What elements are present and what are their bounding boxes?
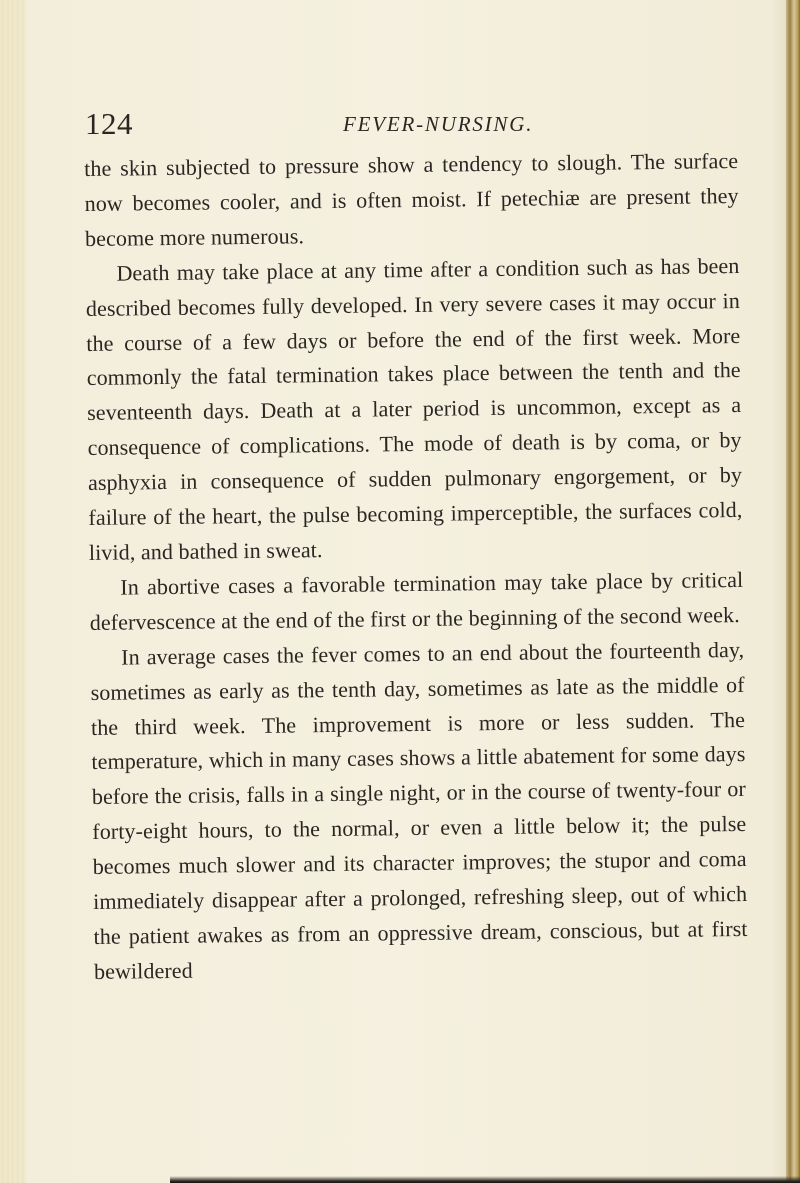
running-head: FEVER-NURSING.: [343, 112, 534, 136]
page-bottom-shadow: [170, 1176, 800, 1183]
paragraph-death: Death may take place at any time after a condition such as has been described becomes fully developed. In very severe cases it may occur in the course of a few days or before the end of the first week. More commonly the fatal termination takes place between the tenth and the seventeenth days. Death at a later period is uncommon, except as a consequence of complications. The mode of death is by coma, or by asphyxia in consequence of sudden pulmonary engorgement, or by failure of the heart, the pulse becoming imperceptible, the surfaces cold, livid, and bathed in sweat.: [85, 252, 743, 565]
body-text: [84, 144, 748, 990]
paragraph-continuation: the skin subjected to pressure show a tendency to slough. The surface now becomes cooler, and is often moist. If petechiæ are present they become more numerous.: [84, 148, 739, 251]
paragraph-average-cases: In average cases the fever comes to an end about the fourteenth day, sometimes as early as the tenth day, sometimes as late as the middle of the third week. The improvement is more or less sudden. The temperature, which in many cases shows a little abatement for some days before the crisis, falls in a single night, or in the course of twenty-four or forty-eight hours, to the normal, or even a little below it; the pulse becomes much slower and its character improves; the stupor and coma immediately disappear after a prolonged, refreshing sleep, out of which the patient awakes as from an oppressive dream, conscious, but at first bewildered: [90, 636, 748, 984]
page-number: 124: [85, 106, 133, 141]
paragraph-abortive-cases: In abortive cases a favorable termination may take place by critical defervescence at the end of the first or the beginning of the second week.: [89, 566, 744, 635]
page-binding-edge: [0, 0, 26, 1183]
page-right-edge: [786, 0, 800, 1183]
page-header: [85, 106, 705, 150]
